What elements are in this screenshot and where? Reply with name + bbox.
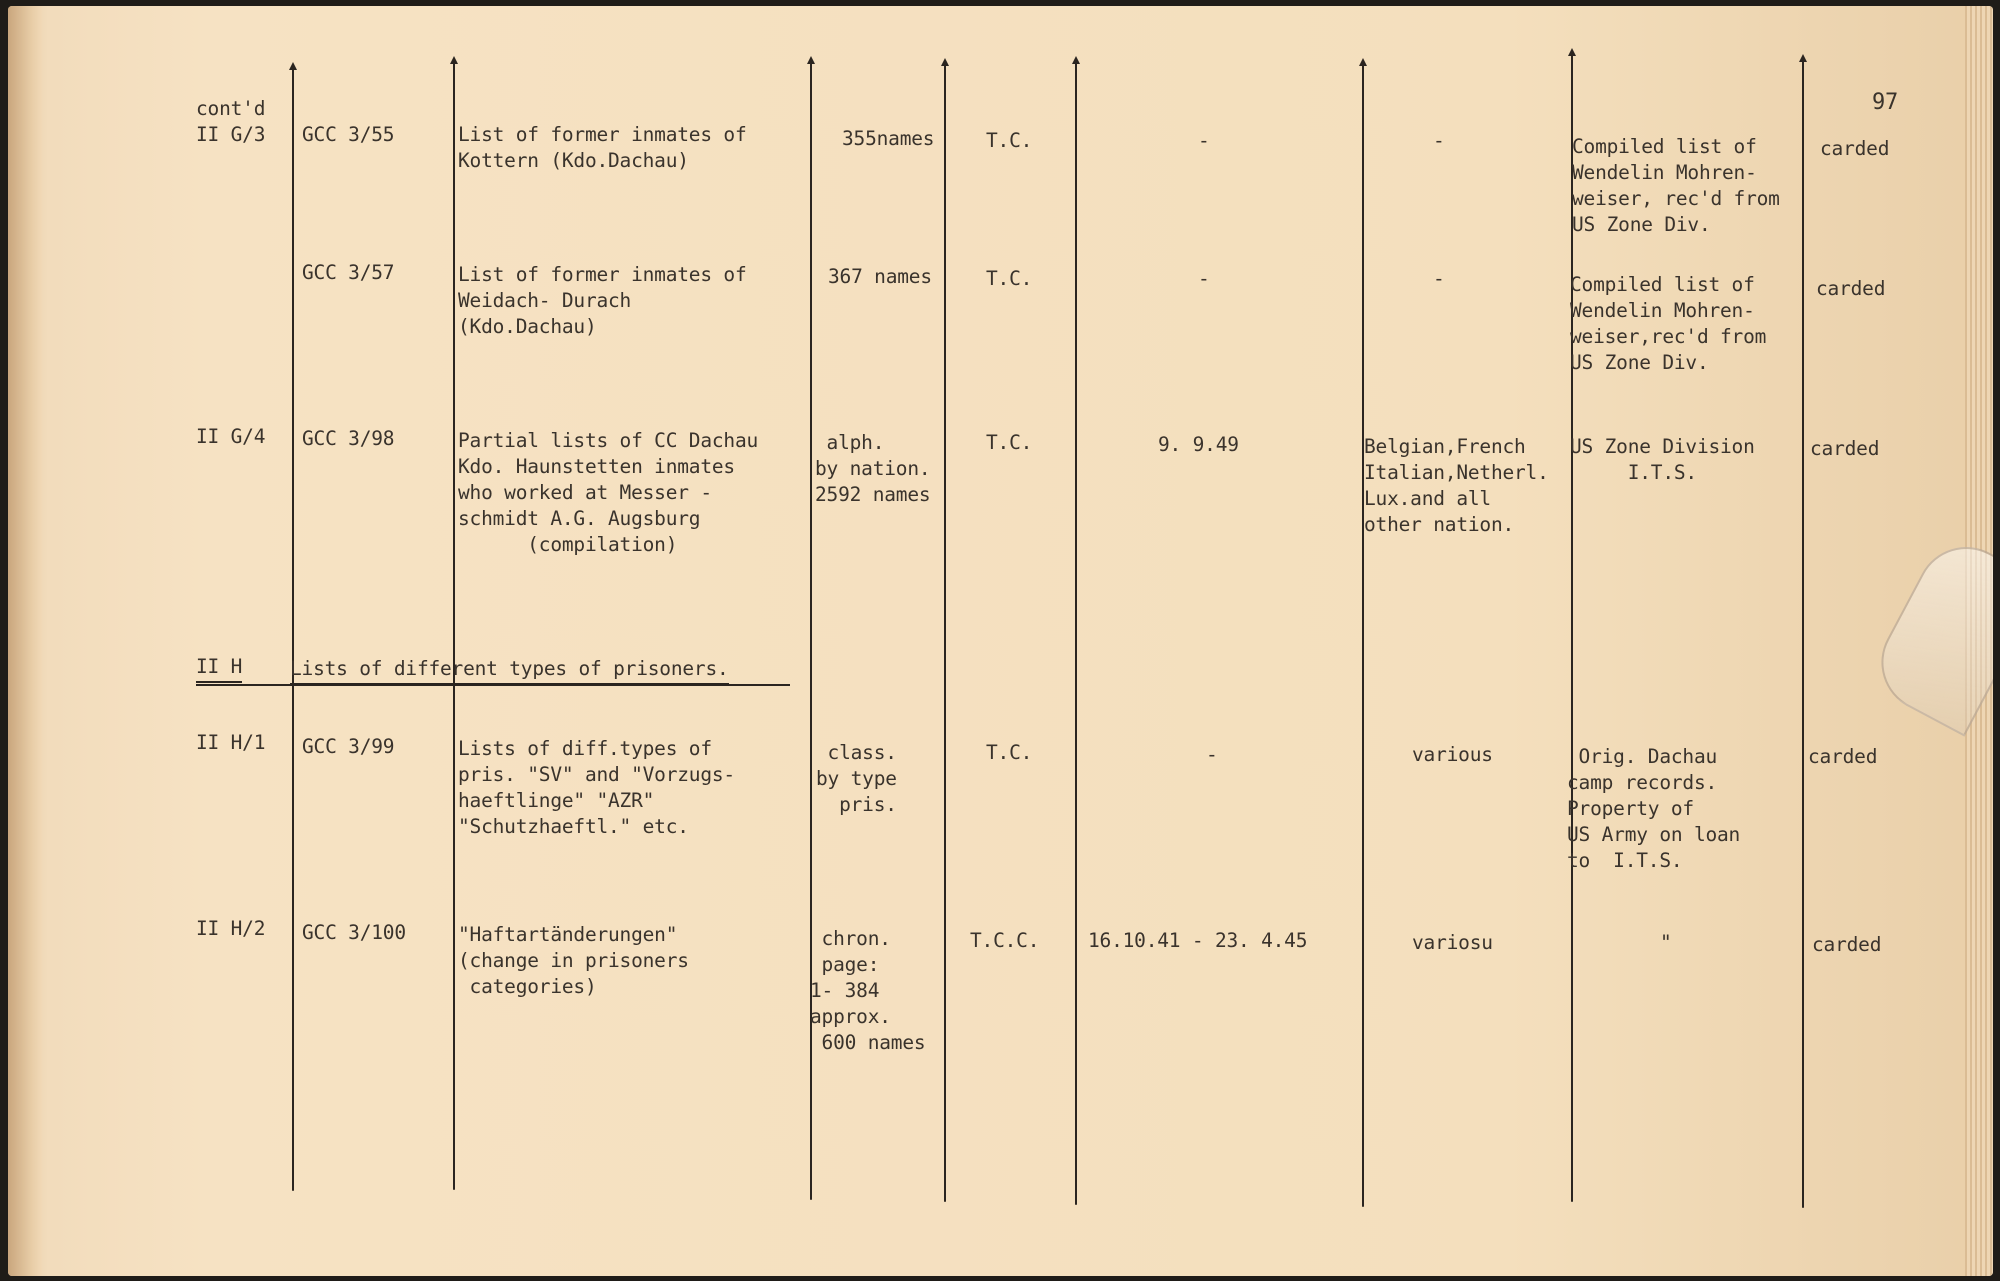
row-status: carded bbox=[1812, 933, 1882, 956]
row-source: " bbox=[1660, 931, 1672, 954]
row-status: carded bbox=[1820, 137, 1890, 160]
row-gcc: GCC 3/100 bbox=[302, 921, 406, 944]
row-gcc: GCC 3/57 bbox=[302, 261, 395, 284]
section-title: Lists of different types of prisoners. bbox=[290, 656, 729, 685]
row-description: List of former inmates of Kottern (Kdo.Dachau) bbox=[458, 123, 747, 172]
row-gcc: GCC 3/98 bbox=[302, 427, 395, 450]
row-nationalities: Belgian,French Italian,Netherl. Lux.and all other nation. bbox=[1364, 435, 1549, 536]
row-type: T.C. bbox=[986, 431, 1033, 454]
row-dates: 9. 9.49 bbox=[1158, 433, 1239, 456]
row-ref: II G/4 bbox=[196, 425, 266, 448]
section-underline bbox=[196, 684, 790, 686]
row-gcc: GCC 3/99 bbox=[302, 735, 395, 758]
row-status: carded bbox=[1810, 437, 1880, 460]
continued-label: cont'd bbox=[196, 97, 266, 120]
row-ref: II H/2 bbox=[196, 917, 266, 940]
row-dates: - bbox=[1198, 129, 1210, 152]
row-nationalities: - bbox=[1433, 129, 1445, 152]
row-gcc: GCC 3/55 bbox=[302, 123, 395, 146]
row-source: Orig. Dachau camp records. Property of US Army on loan to I.T.S. bbox=[1567, 745, 1741, 872]
row-arrangement: 355names bbox=[842, 127, 935, 150]
row-ref: II H/1 bbox=[196, 731, 266, 754]
row-description: Lists of diff.types of pris. "SV" and "Vorzugs- haeftlinge" "AZR" "Schutzhaeftl." etc. bbox=[458, 737, 735, 838]
row-type: T.C. bbox=[986, 267, 1033, 290]
row-status: carded bbox=[1816, 277, 1886, 300]
row-arrangement: alph. by nation. 2592 names bbox=[815, 431, 931, 506]
row-nationalities: - bbox=[1433, 267, 1445, 290]
row-source: US Zone Division I.T.S. bbox=[1570, 435, 1755, 484]
row-source: Compiled list of Wendelin Mohren- weiser, rec'd from US Zone Div. bbox=[1572, 135, 1780, 236]
row-arrangement: 367 names bbox=[828, 265, 932, 288]
row-nationalities: variosu bbox=[1412, 931, 1493, 954]
row-description: "Haftartänderungen" (change in prisoners categories) bbox=[458, 923, 689, 998]
row-dates: 16.10.41 - 23. 4.45 bbox=[1088, 929, 1308, 952]
row-source: Compiled list of Wendelin Mohren- weiser,rec'd from US Zone Div. bbox=[1570, 273, 1767, 374]
row-arrangement: chron. page: 1- 384 approx. 600 names bbox=[810, 927, 926, 1054]
row-type: T.C.C. bbox=[970, 929, 1040, 952]
row-description: List of former inmates of Weidach- Durach (Kdo.Dachau) bbox=[458, 263, 747, 338]
row-dates: - bbox=[1198, 267, 1210, 290]
row-status: carded bbox=[1808, 745, 1878, 768]
row-dates: - bbox=[1206, 743, 1218, 766]
row-type: T.C. bbox=[986, 129, 1033, 152]
section-code: II H bbox=[196, 654, 242, 683]
row-nationalities: various bbox=[1412, 743, 1493, 766]
page-number: 97 bbox=[1872, 90, 1899, 115]
row-type: T.C. bbox=[986, 741, 1033, 764]
row-arrangement: class. by type pris. bbox=[816, 741, 897, 816]
row-description: Partial lists of CC Dachau Kdo. Haunstetten inmates who worked at Messer - schmidt A.G. Augsburg (compilation) bbox=[458, 429, 759, 556]
row-ref: II G/3 bbox=[196, 123, 266, 146]
